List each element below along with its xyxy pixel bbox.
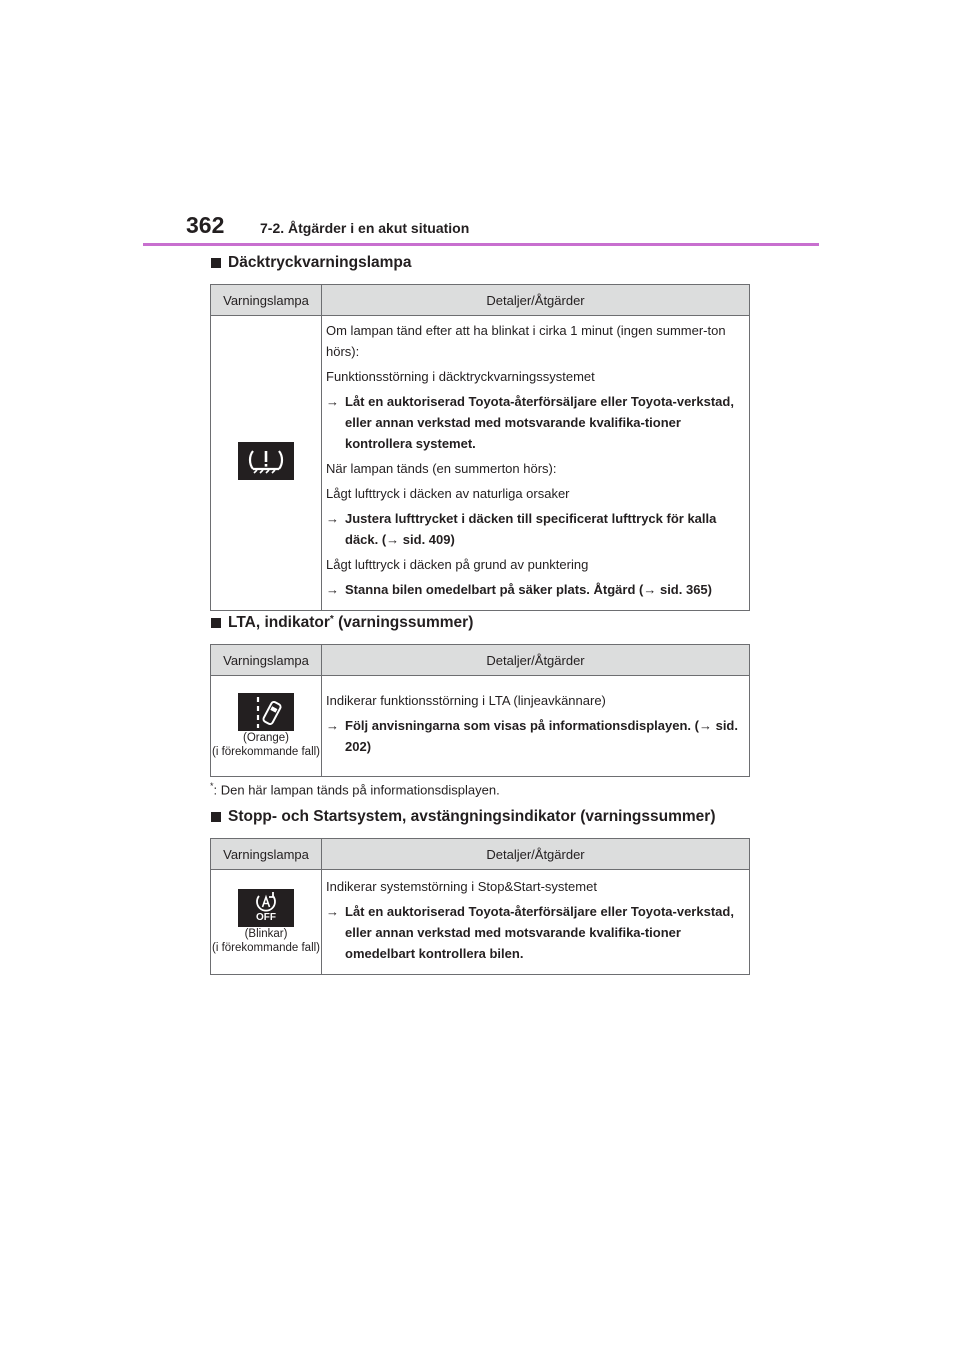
bullet-square-icon: [211, 812, 221, 822]
bullet-square-icon: [211, 258, 221, 268]
footnote: *: Den här lampan tänds på informationsdisplayen.: [210, 781, 500, 798]
column-header: Detaljer/Åtgärder: [322, 645, 750, 676]
action-item: → Stanna bilen omedelbart på säker plats. Åtgärd (→ sid. 365): [326, 579, 745, 600]
table-row: [211, 676, 750, 777]
bullet-square-icon: [211, 618, 221, 628]
detail-text: Funktionsstörning i däcktryckvarningssystemet: [326, 369, 595, 384]
table-row: [211, 870, 750, 975]
detail-text: När lampan tänds (en summerton hörs):: [326, 461, 557, 476]
lta-lane-indicator-icon: [238, 693, 294, 731]
action-item: → Följ anvisningarna som visas på informationsdisplayen. (→ sid. 202): [326, 715, 745, 757]
warning-table: [210, 644, 750, 777]
action-item: → Justera lufttrycket i däcken till specificerat lufttryck för kalla däck. (→ sid. 409): [326, 508, 745, 550]
lamp-caption: (Orange): [242, 732, 290, 744]
detail-text: Om lampan tänd efter att ha blinkat i cirka 1 minut (ingen summer-ton hörs):: [326, 323, 726, 359]
table-header-row: [211, 285, 750, 316]
section-tire-pressure: [210, 254, 750, 611]
header-divider: [143, 243, 819, 246]
column-header: Detaljer/Åtgärder: [322, 839, 750, 870]
arrow-right-icon: →: [326, 511, 339, 526]
section-heading: Stopp- och Startsystem, avstängningsindikator (varningssummer): [210, 808, 750, 826]
column-header: Detaljer/Åtgärder: [322, 285, 750, 316]
detail-text: Indikerar systemstörning i Stop&Start-systemet: [326, 879, 597, 894]
action-item: → Låt en auktoriserad Toyota-återförsäljare eller Toyota-verkstad, eller annan verkstad med motsvarande kvalifika-tioner kontrollera systemet.: [326, 391, 745, 454]
section-heading: Däcktryckvarningslampa: [210, 254, 750, 272]
warning-table: [210, 838, 750, 975]
section-lta: [210, 614, 750, 777]
lamp-cell: [211, 316, 322, 611]
arrow-right-icon: →: [326, 717, 339, 733]
column-header: Varningslampa: [211, 285, 322, 316]
detail-text: Indikerar funktionsstörning i LTA (linjeavkännare): [326, 692, 606, 708]
detail-text: Lågt lufttryck i däcken av naturliga orsaker: [326, 486, 570, 501]
arrow-right-icon: →: [326, 904, 339, 919]
column-header: Varningslampa: [211, 645, 322, 676]
lamp-caption: (Blinkar): [244, 928, 288, 940]
stop-start-off-icon: [238, 889, 294, 927]
chapter-title: 7-2. Åtgärder i en akut situation: [260, 220, 470, 236]
lamp-caption: (i förekommande fall): [212, 942, 321, 954]
detail-cell: [322, 676, 750, 777]
arrow-right-icon: →: [326, 582, 339, 597]
table-header-row: [211, 839, 750, 870]
detail-cell: [322, 870, 750, 975]
lamp-caption: (i förekommande fall): [212, 746, 321, 758]
section-heading: LTA, indikator * (varningssummer): [210, 614, 750, 632]
tire-pressure-warning-icon: [238, 442, 294, 480]
table-header-row: [211, 645, 750, 676]
warning-table: [210, 284, 750, 611]
page-number: 362: [186, 212, 225, 238]
detail-cell: [322, 316, 750, 611]
lamp-cell: [211, 676, 322, 777]
icon-label: OFF: [256, 912, 276, 923]
arrow-right-icon: →: [326, 394, 339, 409]
action-item: → Låt en auktoriserad Toyota-återförsäljare eller Toyota-verkstad, eller annan verkstad med motsvarande kvalifika-tioner omedelbart kontrollera bilen.: [326, 901, 745, 964]
table-row: [211, 316, 750, 611]
detail-text: Lågt lufttryck i däcken på grund av punktering: [326, 557, 589, 572]
column-header: Varningslampa: [211, 839, 322, 870]
section-stop-start: [210, 808, 750, 975]
lamp-cell: [211, 870, 322, 975]
